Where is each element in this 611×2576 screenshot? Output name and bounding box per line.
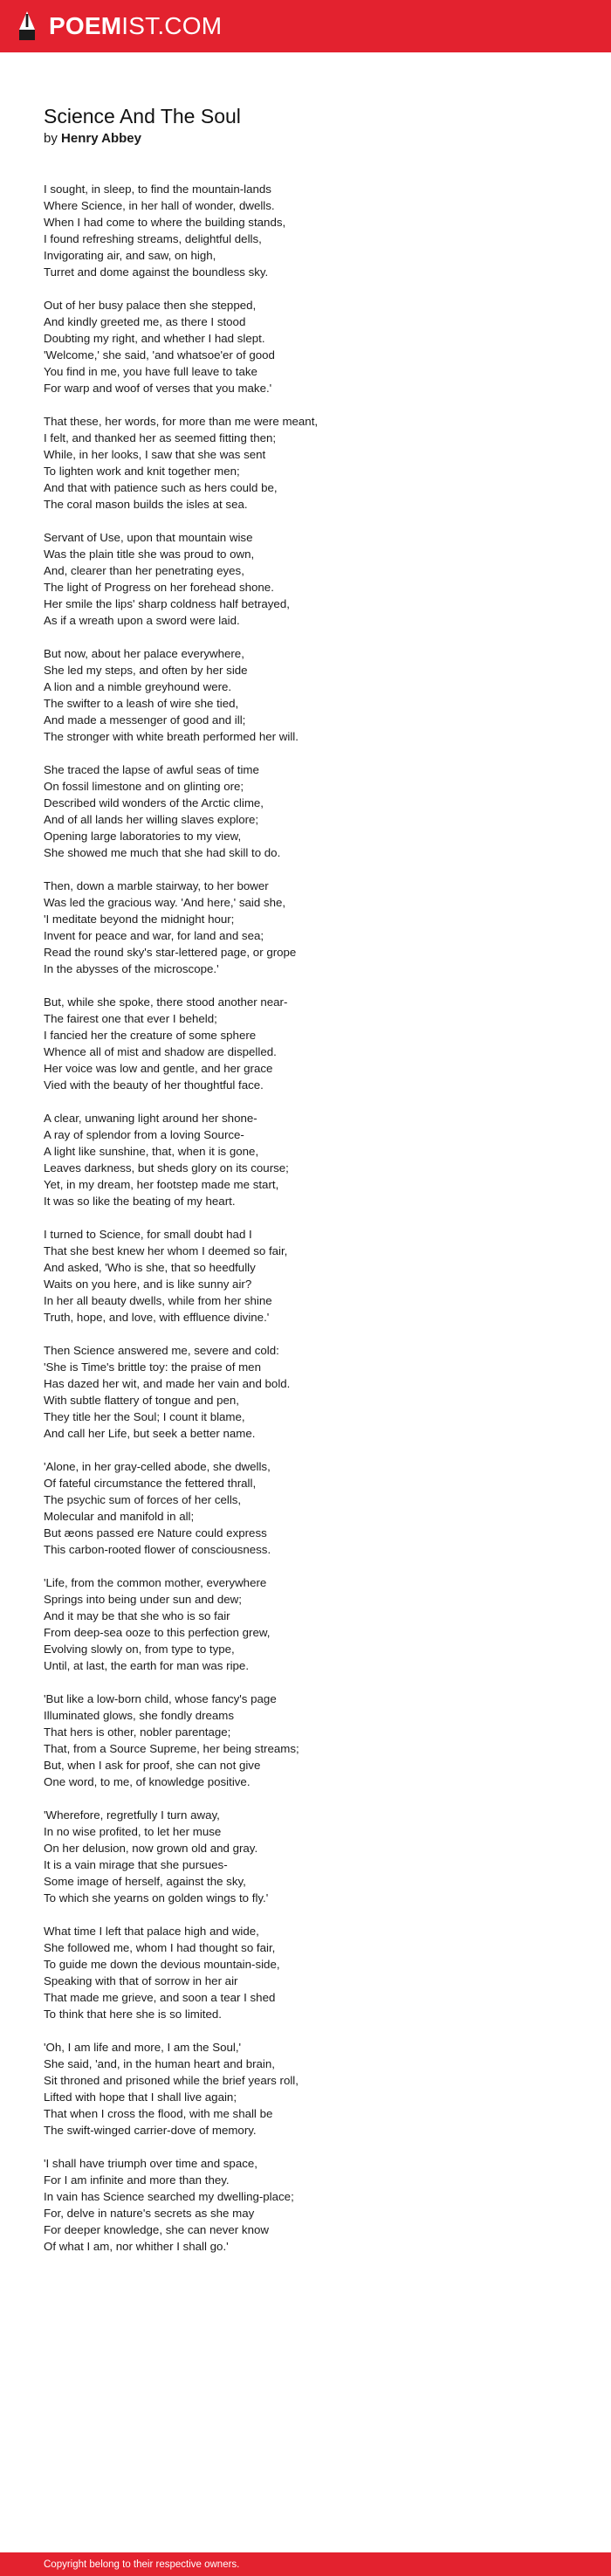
poem-line: I felt, and thanked her as seemed fitting then; [44, 431, 277, 444]
poem-stanza [44, 1923, 567, 2022]
poem-stanza [44, 413, 567, 513]
poem-line: That hers is other, nobler parentage; [44, 1725, 231, 1739]
poem-line: While, in her looks, I saw that she was sent [44, 448, 266, 461]
poem-line: Of fateful circumstance the fettered thrall, [44, 1477, 257, 1490]
poem-stanza [44, 1691, 567, 1790]
poem-line: Waits on you here, and is like sunny air? [44, 1278, 252, 1291]
poem-line: A light like sunshine, that, when it is gone, [44, 1145, 259, 1158]
poem-stanza [44, 878, 567, 977]
poem-line: I sought, in sleep, to find the mountain-lands [44, 183, 271, 196]
poem-stanza [44, 645, 567, 745]
site-logo-text [49, 10, 222, 42]
poem-line: Then Science answered me, severe and cold: [44, 1344, 279, 1357]
poem-line: But æons passed ere Nature could express [44, 1526, 267, 1539]
poem-line: Was led the gracious way. 'And here,' said she, [44, 896, 286, 909]
poem-line: The swift-winged carrier-dove of memory. [44, 2124, 257, 2137]
poem-line: Opening large laboratories to my view, [44, 830, 242, 843]
poem-line: Where Science, in her hall of wonder, dwells. [44, 199, 275, 212]
poem-line: Truth, hope, and love, with effluence divine.' [44, 1311, 270, 1324]
poem-line: To think that here she is so limited. [44, 2008, 222, 2021]
poem-line: The stronger with white breath performed her will. [44, 730, 299, 743]
poem-line: Read the round sky's star-lettered page, or grope [44, 946, 297, 959]
poem-line: Described wild wonders of the Arctic clime, [44, 796, 264, 809]
poem-line: A ray of splendor from a loving Source- [44, 1128, 244, 1141]
poem-line: To lighten work and knit together men; [44, 465, 240, 478]
poem-line: She said, 'and, in the human heart and brain, [44, 2057, 275, 2070]
poem-line: For, delve in nature's secrets as she may [44, 2207, 255, 2220]
poem-stanza [44, 1342, 567, 1442]
byline-prefix: by [44, 131, 58, 146]
poem-line: To guide me down the devious mountain-side, [44, 1958, 280, 1971]
poem-line: 'Life, from the common mother, everywhere [44, 1576, 267, 1589]
poem-line: For I am infinite and more than they. [44, 2173, 230, 2187]
poem-stanza [44, 2039, 567, 2139]
poem-line: But now, about her palace everywhere, [44, 647, 244, 660]
poem-line: Was the plain title she was proud to own, [44, 548, 255, 561]
poem-line: Turret and dome against the boundless sky. [44, 265, 269, 279]
poem-line: A lion and a nimble greyhound were. [44, 680, 232, 693]
poem-line: And asked, 'Who is she, that so heedfully [44, 1261, 256, 1274]
poem-line: Out of her busy palace then she stepped, [44, 299, 257, 312]
poem-line: The coral mason builds the isles at sea. [44, 498, 248, 511]
poem-line: It was so like the beating of my heart. [44, 1195, 236, 1208]
quill-nib-icon [17, 10, 37, 42]
poem-line: But, while she spoke, there stood another near- [44, 995, 288, 1009]
poem-line: The psychic sum of forces of her cells, [44, 1493, 242, 1506]
poem-line: And made a messenger of good and ill; [44, 713, 246, 727]
poem-line: 'But like a low-born child, whose fancy's page [44, 1692, 277, 1705]
poem-line: I fancied her the creature of some sphere [44, 1029, 257, 1042]
poem-line: Yet, in my dream, her footstep made me start, [44, 1178, 279, 1191]
poem-line: For deeper knowledge, she can never know [44, 2223, 269, 2236]
copyright-text: Copyright belong to their respective owners. [44, 2559, 240, 2570]
poem-line: As if a wreath upon a sword were laid. [44, 614, 240, 627]
poem-line: That, from a Source Supreme, her being streams; [44, 1742, 299, 1755]
poem-line: In the abysses of the microscope.' [44, 962, 219, 975]
poem-line: The fairest one that ever I beheld; [44, 1012, 217, 1025]
poem-line: Until, at last, the earth for man was ripe. [44, 1659, 250, 1672]
poem-line: With subtle flattery of tongue and pen, [44, 1394, 239, 1407]
poem-line: That these, her words, for more than me were meant, [44, 415, 319, 428]
poem-line: That made me grieve, and soon a tear I shed [44, 1991, 276, 2004]
poem-content [44, 103, 567, 2271]
byline [44, 129, 567, 148]
poem-line: 'She is Time's brittle toy: the praise of men [44, 1360, 261, 1374]
poem-line: 'I shall have triumph over time and space, [44, 2157, 257, 2170]
poem-line: That when I cross the flood, with me shall be [44, 2107, 273, 2120]
poem-line: In no wise profited, to let her muse [44, 1825, 222, 1838]
poem-line: Of what I am, nor whither I shall go.' [44, 2240, 229, 2253]
poem-stanza [44, 994, 567, 1093]
poem-line: She led my steps, and often by her side [44, 664, 248, 677]
poem-line: Springs into being under sun and dew; [44, 1593, 242, 1606]
poem-line: And of all lands her willing slaves explore; [44, 813, 259, 826]
poem-stanza [44, 2155, 567, 2255]
poem-line: 'I meditate beyond the midnight hour; [44, 913, 235, 926]
poem-line: She traced the lapse of awful seas of time [44, 763, 259, 776]
poem-line: Invigorating air, and saw, on high, [44, 249, 216, 262]
poem-title: Science And The Soul [44, 105, 241, 127]
poem-line: They title her the Soul; I count it blame, [44, 1410, 245, 1423]
poem-line: Some image of herself, against the sky, [44, 1875, 246, 1888]
author-name[interactable]: Henry Abbey [61, 131, 141, 146]
site-footer [0, 2552, 611, 2576]
poem-line: But, when I ask for proof, she can not give [44, 1759, 261, 1772]
site-header [0, 0, 611, 52]
poem-line: And, clearer than her penetrating eyes, [44, 564, 244, 577]
poem-line: Has dazed her wit, and made her vain and bold. [44, 1377, 291, 1390]
poem-stanza [44, 1458, 567, 1558]
poem-line: Servant of Use, upon that mountain wise [44, 531, 253, 544]
poem-line: One word, to me, of knowledge positive. [44, 1775, 251, 1788]
poem-line: Her smile the lips' sharp coldness half betrayed, [44, 597, 290, 610]
poem-line: And that with patience such as hers could be, [44, 481, 278, 494]
poem-line: She followed me, whom I had thought so fair, [44, 1941, 276, 1954]
poem-body [44, 181, 567, 2255]
poem-line: And kindly greeted me, as there I stood [44, 315, 246, 328]
logo-text-strong: POEM [49, 12, 122, 39]
poem-line: Her voice was low and gentle, and her grace [44, 1062, 273, 1075]
poem-line: I found refreshing streams, delightful dells, [44, 232, 262, 245]
poem-line: Speaking with that of sorrow in her air [44, 1974, 238, 1987]
poem-line: Invent for peace and war, for land and sea; [44, 929, 264, 942]
poem-line: Whence all of mist and shadow are dispelled. [44, 1045, 277, 1058]
poem-line: The light of Progress on her forehead shone. [44, 581, 274, 594]
poem-stanza [44, 1226, 567, 1326]
poem-line: Evolving slowly on, from type to type, [44, 1643, 235, 1656]
poem-line: Molecular and manifold in all; [44, 1510, 195, 1523]
poem-stanza [44, 1807, 567, 1906]
poem-line: On her delusion, now grown old and gray. [44, 1842, 258, 1855]
poem-stanza [44, 529, 567, 629]
poem-line: For warp and woof of verses that you make.' [44, 382, 272, 395]
poem-line: Then, down a marble stairway, to her bower [44, 879, 269, 892]
poem-line: To which she yearns on golden wings to fly.' [44, 1891, 269, 1904]
poem-line: What time I left that palace high and wide, [44, 1925, 259, 1938]
poem-stanza [44, 761, 567, 861]
poem-stanza [44, 297, 567, 396]
poem-line: Leaves darkness, but sheds glory on its course; [44, 1161, 289, 1174]
poem-line: 'Welcome,' she said, 'and whatsoe'er of good [44, 348, 275, 362]
poem-line: And call her Life, but seek a better name. [44, 1427, 256, 1440]
poem-line: I turned to Science, for small doubt had I [44, 1228, 252, 1241]
poem-line: The swifter to a leash of wire she tied, [44, 697, 239, 710]
poem-line: 'Alone, in her gray-celled abode, she dwells, [44, 1460, 271, 1473]
poem-stanza [44, 181, 567, 280]
poem-line: Doubting my right, and whether I had slept. [44, 332, 265, 345]
poem-line: You find in me, you have full leave to take [44, 365, 257, 378]
poem-line: Vied with the beauty of her thoughtful face. [44, 1078, 264, 1092]
poem-line: In vain has Science searched my dwelling-place; [44, 2190, 294, 2203]
poem-line: Sit throned and prisoned while the brief years roll, [44, 2074, 299, 2087]
poem-stanza [44, 1110, 567, 1209]
poem-line: Lifted with hope that I shall live again; [44, 2090, 237, 2104]
poem-line: Illuminated glows, she fondly dreams [44, 1709, 235, 1722]
poem-line: This carbon-rooted flower of consciousness. [44, 1543, 271, 1556]
logo-text-light: IST.COM [121, 12, 223, 39]
poem-line: On fossil limestone and on glinting ore; [44, 780, 244, 793]
poem-line: 'Wherefore, regretfully I turn away, [44, 1808, 220, 1822]
poem-line: In her all beauty dwells, while from her shine [44, 1294, 272, 1307]
poem-line: That she best knew her whom I deemed so fair, [44, 1244, 288, 1257]
poem-line: When I had come to where the building stands, [44, 216, 286, 229]
site-logo[interactable] [17, 10, 222, 42]
poem-line: A clear, unwaning light around her shone- [44, 1112, 257, 1125]
poem-line: And it may be that she who is so fair [44, 1609, 230, 1622]
poem-line: It is a vain mirage that she pursues- [44, 1858, 228, 1871]
poem-line: 'Oh, I am life and more, I am the Soul,' [44, 2041, 242, 2054]
poem-line: She showed me much that she had skill to do. [44, 846, 281, 859]
poem-stanza [44, 1574, 567, 1674]
poem-line: From deep-sea ooze to this perfection grew, [44, 1626, 271, 1639]
